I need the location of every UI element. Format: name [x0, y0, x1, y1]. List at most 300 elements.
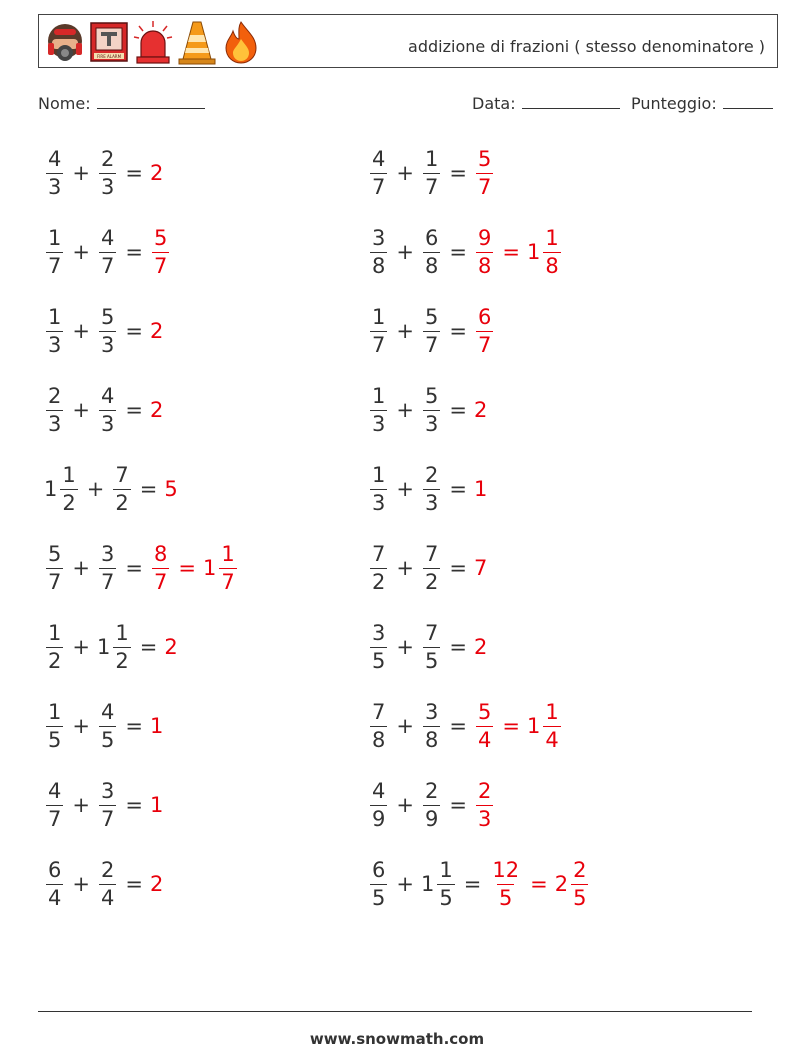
plus-sign: +	[396, 635, 414, 659]
denominator: 9	[424, 806, 439, 831]
denominator: 8	[477, 253, 492, 278]
footer-website: www.snowmath.com	[309, 1030, 485, 1048]
date-field[interactable]	[472, 94, 620, 113]
name-field[interactable]	[38, 94, 205, 113]
addend-second	[97, 383, 118, 436]
equals-sign: =	[449, 319, 467, 343]
numerator: 7	[424, 620, 439, 645]
fraction	[113, 620, 130, 673]
problem-item	[368, 537, 488, 599]
denominator: 5	[573, 885, 587, 910]
whole-part: 2	[149, 398, 164, 422]
denominator: 8	[424, 253, 439, 278]
date-label: Data:	[472, 94, 516, 113]
equals-sign: =	[449, 398, 467, 422]
problem-item	[44, 537, 239, 599]
addend-first	[44, 304, 65, 357]
plus-sign: +	[396, 161, 414, 185]
answer	[150, 225, 171, 278]
numerator: 12	[492, 857, 520, 882]
numerator: 2	[424, 778, 439, 803]
problem-item	[368, 695, 563, 757]
plus-sign: +	[72, 398, 90, 422]
denominator: 8	[372, 253, 386, 278]
fire-alarm-box-icon	[89, 19, 129, 65]
numerator: 4	[100, 383, 115, 408]
fraction	[423, 383, 440, 436]
answer	[474, 635, 488, 659]
fraction	[46, 304, 63, 357]
equals-sign: =	[125, 872, 143, 896]
denominator: 2	[48, 648, 62, 673]
fraction	[370, 225, 387, 278]
denominator: 3	[424, 490, 439, 515]
fraction	[99, 383, 116, 436]
denominator: 5	[372, 885, 386, 910]
numerator: 1	[545, 699, 559, 724]
numerator: 7	[372, 699, 386, 724]
addend-second	[421, 778, 442, 831]
denominator: 7	[372, 174, 386, 199]
numerator: 1	[115, 620, 129, 645]
denominator: 5	[499, 885, 513, 910]
plus-sign: +	[72, 319, 90, 343]
denominator: 7	[100, 569, 115, 594]
numerator: 1	[439, 857, 453, 882]
denominator: 4	[477, 727, 492, 752]
numerator: 1	[545, 225, 559, 250]
addend-first	[44, 225, 65, 278]
numerator: 2	[48, 383, 62, 408]
numerator: 6	[477, 304, 492, 329]
fraction	[99, 699, 116, 752]
whole-part: 1	[473, 477, 488, 501]
whole-part: 2	[164, 635, 178, 659]
fraction	[543, 225, 560, 278]
whole-part: 2	[473, 635, 488, 659]
addend-first	[44, 699, 65, 752]
numerator: 9	[477, 225, 492, 250]
addend-second	[97, 699, 118, 752]
numerator: 3	[424, 699, 439, 724]
numerator: 3	[100, 541, 115, 566]
fraction	[99, 304, 116, 357]
equals-sign: =	[125, 319, 143, 343]
denominator: 2	[372, 569, 386, 594]
fraction	[543, 699, 560, 752]
addend-second	[111, 462, 132, 515]
fraction	[370, 383, 387, 436]
whole-part: 1	[44, 477, 58, 501]
equals-sign: =	[178, 556, 196, 580]
answer	[164, 635, 178, 659]
equals-sign: =	[139, 635, 158, 659]
numerator: 5	[424, 383, 439, 408]
problem-item	[44, 300, 164, 362]
name-line	[97, 95, 205, 109]
addend-second	[97, 146, 118, 199]
addend-first	[368, 778, 389, 831]
denominator: 3	[48, 411, 62, 436]
numerator: 1	[372, 383, 386, 408]
fraction	[152, 225, 169, 278]
denominator: 7	[153, 253, 168, 278]
denominator: 3	[372, 411, 386, 436]
whole-part: 1	[420, 872, 435, 896]
name-label: Nome:	[38, 94, 91, 113]
plus-sign: +	[72, 872, 90, 896]
fraction	[476, 146, 493, 199]
denominator: 3	[100, 174, 115, 199]
answer	[526, 699, 563, 752]
fraction	[219, 541, 236, 594]
equals-sign: =	[125, 398, 143, 422]
numerator: 4	[372, 778, 386, 803]
fraction	[46, 620, 63, 673]
numerator: 6	[424, 225, 439, 250]
answer	[526, 225, 563, 278]
svg-text:FIRE ALARM: FIRE ALARM	[96, 54, 122, 59]
fraction	[490, 857, 521, 910]
denominator: 3	[477, 806, 492, 831]
denominator: 5	[100, 727, 115, 752]
addend-second	[97, 304, 118, 357]
fraction	[370, 462, 387, 515]
plus-sign: +	[396, 240, 414, 264]
problem-item	[44, 221, 171, 283]
numerator: 1	[48, 620, 62, 645]
problem-item	[368, 853, 590, 915]
plus-sign: +	[72, 635, 90, 659]
numerator: 1	[48, 304, 62, 329]
addend-first	[44, 462, 80, 515]
score-label: Punteggio:	[631, 94, 717, 113]
fraction	[476, 699, 493, 752]
fraction	[423, 541, 440, 594]
denominator: 7	[221, 569, 235, 594]
whole-part: 7	[473, 556, 488, 580]
denominator: 2	[115, 490, 129, 515]
denominator: 3	[100, 411, 115, 436]
whole-part: 2	[554, 872, 569, 896]
whole-part: 2	[149, 161, 164, 185]
fraction	[423, 620, 440, 673]
denominator: 9	[372, 806, 386, 831]
fraction	[370, 541, 387, 594]
problem-item	[368, 221, 563, 283]
fraction	[99, 541, 116, 594]
addend-second	[421, 383, 442, 436]
answer	[474, 398, 488, 422]
addend-second	[97, 778, 118, 831]
numerator: 4	[100, 225, 115, 250]
fraction	[437, 857, 454, 910]
date-line	[522, 95, 620, 109]
fraction	[571, 857, 588, 910]
addend-first	[368, 462, 389, 515]
answer	[150, 872, 164, 896]
addend-second	[421, 146, 442, 199]
numerator: 2	[477, 778, 492, 803]
plus-sign: +	[396, 477, 414, 501]
problem-item	[368, 616, 488, 678]
denominator: 3	[372, 490, 386, 515]
score-field[interactable]	[631, 94, 773, 113]
whole-part: 1	[526, 240, 541, 264]
answer	[164, 477, 178, 501]
answer	[150, 793, 164, 817]
addend-first	[44, 778, 65, 831]
numerator: 2	[100, 857, 115, 882]
answer	[474, 556, 488, 580]
numerator: 5	[477, 699, 492, 724]
answer	[474, 304, 495, 357]
fraction	[370, 778, 387, 831]
addend-second	[421, 620, 442, 673]
problem-item	[44, 853, 164, 915]
addend-second	[97, 541, 118, 594]
whole-part: 1	[202, 556, 217, 580]
whole-part: 2	[149, 872, 164, 896]
denominator: 2	[115, 648, 129, 673]
plus-sign: +	[396, 793, 414, 817]
numerator: 7	[115, 462, 129, 487]
equals-sign: =	[449, 556, 467, 580]
numerator: 5	[477, 146, 492, 171]
equals-sign: =	[449, 477, 467, 501]
problem-item	[44, 616, 179, 678]
denominator: 8	[545, 253, 559, 278]
denominator: 4	[48, 885, 62, 910]
denominator: 7	[424, 174, 439, 199]
plus-sign: +	[396, 872, 414, 896]
whole-part: 1	[149, 714, 164, 738]
numerator: 5	[100, 304, 115, 329]
fraction	[99, 857, 116, 910]
denominator: 7	[48, 253, 62, 278]
whole-part: 1	[149, 793, 164, 817]
numerator: 4	[48, 146, 62, 171]
numerator: 6	[372, 857, 386, 882]
addend-first	[368, 699, 389, 752]
addend-second	[421, 304, 442, 357]
problem-item	[368, 458, 488, 520]
numerator: 7	[424, 541, 439, 566]
fraction	[46, 857, 63, 910]
addend-second	[97, 225, 118, 278]
fraction	[370, 304, 387, 357]
answer	[474, 699, 495, 752]
denominator: 4	[100, 885, 115, 910]
problem-item	[44, 142, 164, 204]
numerator: 4	[100, 699, 115, 724]
answer	[474, 146, 495, 199]
equals-sign: =	[502, 714, 520, 738]
denominator: 7	[153, 569, 168, 594]
header-icons	[45, 19, 261, 65]
numerator: 4	[372, 146, 386, 171]
denominator: 8	[424, 727, 439, 752]
addend-second	[97, 857, 118, 910]
fraction	[46, 541, 63, 594]
answer	[150, 398, 164, 422]
denominator: 3	[48, 332, 62, 357]
equals-sign: =	[125, 556, 143, 580]
equals-sign: =	[530, 872, 548, 896]
equals-sign: =	[463, 872, 482, 896]
numerator: 2	[100, 146, 115, 171]
equals-sign: =	[125, 793, 143, 817]
fraction	[423, 462, 440, 515]
numerator: 7	[372, 541, 386, 566]
fraction	[476, 778, 493, 831]
answer	[150, 319, 164, 343]
fraction	[113, 462, 130, 515]
numerator: 8	[153, 541, 168, 566]
numerator: 1	[424, 146, 439, 171]
fraction	[60, 462, 77, 515]
problem-item	[368, 379, 488, 441]
addend-first	[368, 857, 389, 910]
flame-icon	[221, 19, 261, 65]
fraction	[423, 146, 440, 199]
answer	[150, 714, 164, 738]
fraction	[152, 541, 169, 594]
denominator: 7	[48, 569, 62, 594]
plus-sign: +	[86, 477, 105, 501]
addend-first	[368, 541, 389, 594]
numerator: 5	[424, 304, 439, 329]
numerator: 1	[48, 225, 62, 250]
fraction	[99, 225, 116, 278]
score-line	[723, 95, 773, 109]
answer	[150, 541, 171, 594]
addend-first	[368, 304, 389, 357]
fraction	[46, 778, 63, 831]
equals-sign: =	[449, 793, 467, 817]
fraction	[476, 304, 493, 357]
fraction	[423, 699, 440, 752]
answer	[488, 857, 523, 910]
fraction	[423, 304, 440, 357]
fraction	[476, 225, 493, 278]
denominator: 5	[439, 885, 453, 910]
plus-sign: +	[72, 556, 90, 580]
whole-part: 5	[164, 477, 178, 501]
fraction	[46, 146, 63, 199]
fraction	[423, 778, 440, 831]
addend-first	[368, 383, 389, 436]
equals-sign: =	[449, 714, 467, 738]
numerator: 5	[153, 225, 168, 250]
denominator: 7	[100, 253, 115, 278]
fraction	[46, 383, 63, 436]
problem-item	[368, 142, 495, 204]
equals-sign: =	[502, 240, 520, 264]
answer	[554, 857, 591, 910]
plus-sign: +	[396, 556, 414, 580]
problem-item	[44, 774, 164, 836]
answer	[474, 778, 495, 831]
problem-item	[368, 774, 495, 836]
denominator: 7	[372, 332, 386, 357]
fraction	[370, 146, 387, 199]
plus-sign: +	[72, 793, 90, 817]
addend-first	[44, 541, 65, 594]
numerator: 3	[372, 620, 386, 645]
equals-sign: =	[449, 240, 467, 264]
problem-item	[368, 300, 495, 362]
footer-divider	[38, 1011, 752, 1012]
plus-sign: +	[396, 319, 414, 343]
whole-part: 2	[473, 398, 488, 422]
numerator: 1	[372, 462, 386, 487]
worksheet-title: addizione di frazioni ( stesso denominatore )	[408, 37, 765, 56]
whole-part: 1	[96, 635, 111, 659]
equals-sign: =	[449, 635, 467, 659]
denominator: 7	[48, 806, 62, 831]
numerator: 3	[100, 778, 115, 803]
equals-sign: =	[449, 161, 467, 185]
siren-light-icon	[133, 19, 173, 65]
plus-sign: +	[396, 398, 414, 422]
whole-part: 2	[149, 319, 164, 343]
numerator: 1	[62, 462, 76, 487]
plus-sign: +	[72, 161, 90, 185]
addend-first	[44, 383, 65, 436]
problem-item	[44, 379, 164, 441]
fraction	[46, 699, 63, 752]
denominator: 5	[424, 648, 439, 673]
answer	[202, 541, 239, 594]
header-box	[38, 14, 778, 68]
answer	[150, 161, 164, 185]
denominator: 8	[372, 727, 386, 752]
denominator: 3	[48, 174, 62, 199]
addend-first	[44, 620, 65, 673]
answer	[474, 477, 488, 501]
denominator: 7	[477, 332, 492, 357]
numerator: 5	[48, 541, 62, 566]
numerator: 4	[48, 778, 62, 803]
fraction	[99, 778, 116, 831]
addend-second	[421, 699, 442, 752]
numerator: 3	[372, 225, 386, 250]
denominator: 3	[424, 411, 439, 436]
denominator: 4	[545, 727, 559, 752]
denominator: 5	[372, 648, 386, 673]
addend-second	[421, 462, 442, 515]
denominator: 2	[62, 490, 76, 515]
plus-sign: +	[72, 240, 90, 264]
fraction	[370, 699, 387, 752]
addend-first	[44, 146, 65, 199]
addend-first	[368, 225, 389, 278]
addend-first	[44, 857, 65, 910]
addend-second	[421, 541, 442, 594]
addend-first	[368, 620, 389, 673]
numerator: 6	[48, 857, 62, 882]
addend-first	[368, 146, 389, 199]
addend-second	[420, 857, 457, 910]
equals-sign: =	[125, 240, 143, 264]
fraction	[99, 146, 116, 199]
answer	[474, 225, 495, 278]
denominator: 7	[100, 806, 115, 831]
denominator: 5	[48, 727, 62, 752]
equals-sign: =	[139, 477, 158, 501]
addend-second	[96, 620, 133, 673]
